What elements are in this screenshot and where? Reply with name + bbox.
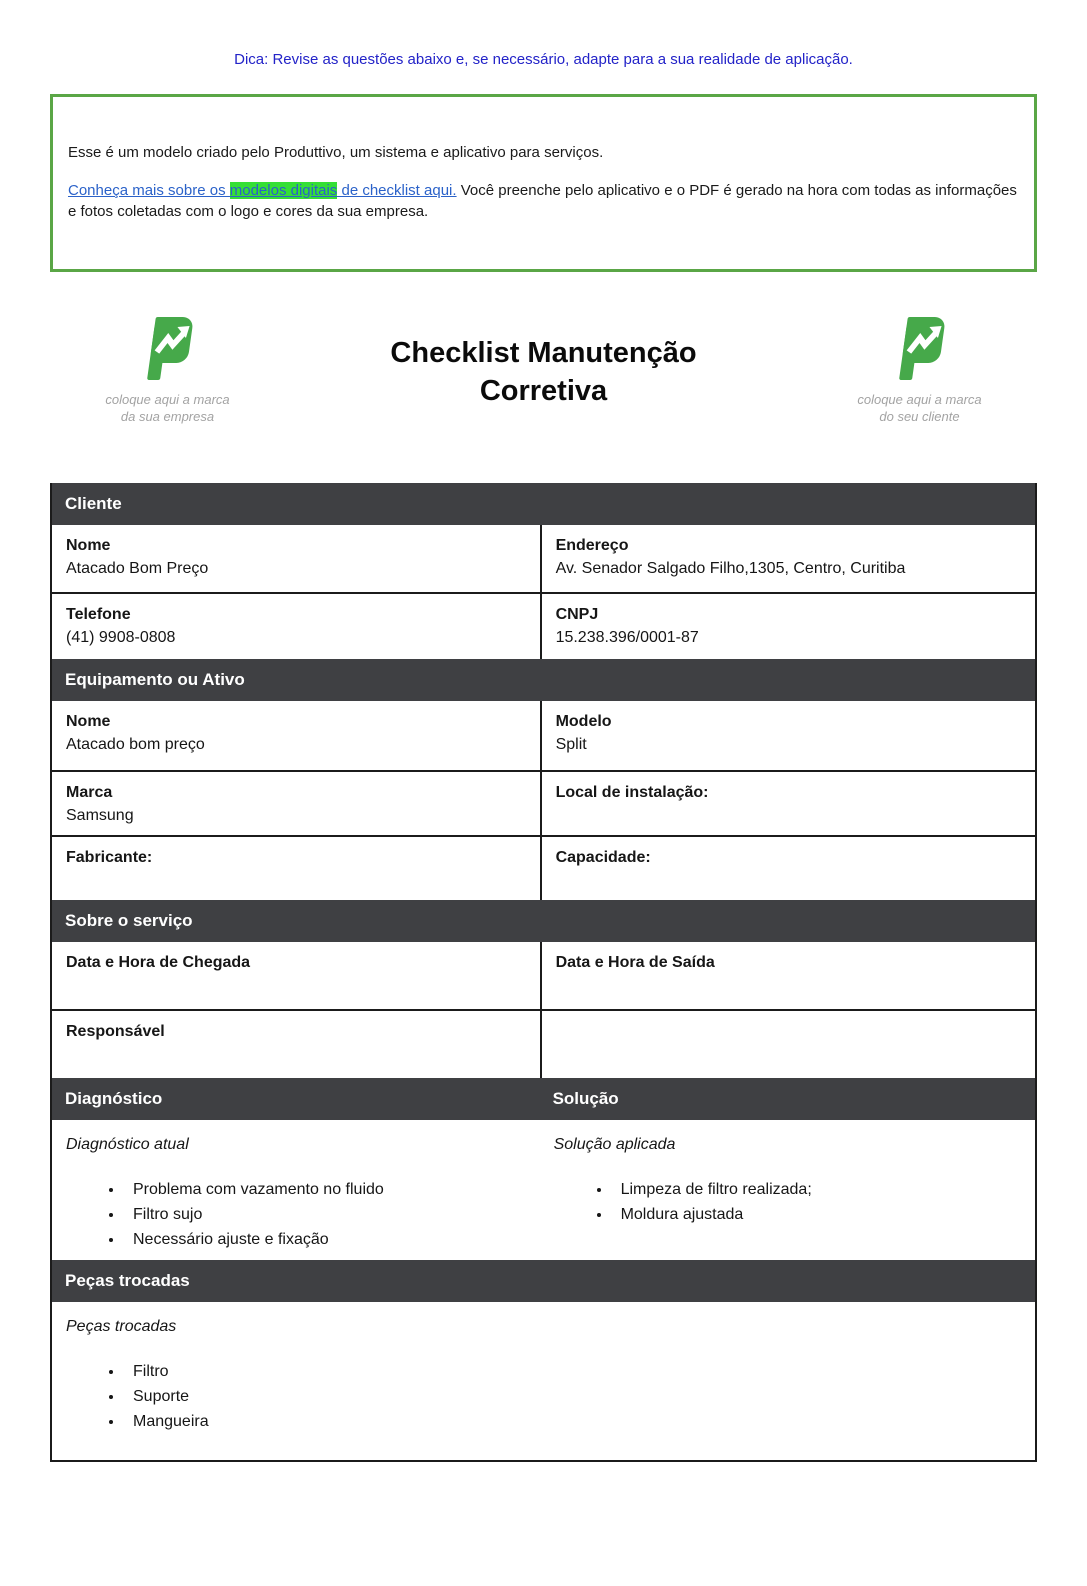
cell-servico-empty: [540, 1011, 1035, 1078]
checklist-table: [50, 483, 1037, 1462]
section-header-diagnostico: Diagnóstico: [65, 1089, 163, 1108]
info-box: [50, 94, 1037, 272]
cell-equip-modelo: [540, 701, 1035, 770]
info-link[interactable]: [68, 182, 457, 199]
row-nome-modelo: [52, 701, 1035, 770]
list-item: • Filtro: [124, 1359, 1021, 1384]
cell-equip-local: [540, 772, 1035, 835]
label-telefone: Telefone: [66, 606, 131, 623]
company-caption-line2: da sua empresa: [120, 409, 215, 424]
solucao-sublabel: Solução aplicada: [553, 1136, 676, 1153]
cell-servico-saida: [540, 942, 1035, 1009]
value-endereco: Av. Senador Salgado Filho,1305, Centro, Curitiba: [555, 560, 906, 577]
cell-equip-fabricante: [52, 837, 540, 900]
client-logo-block: [802, 316, 1037, 425]
brand-header: [50, 316, 1037, 425]
label-saida: Data e Hora de Saída: [555, 954, 715, 971]
row-pecas: [52, 1302, 1035, 1460]
client-caption-line2: do seu cliente: [879, 409, 960, 424]
label-modelo: Modelo: [555, 713, 612, 730]
cell-equip-marca: [52, 772, 540, 835]
label-capacidade: Capacidade:: [555, 849, 651, 866]
title-block: [285, 316, 802, 410]
diagnostico-sublabel: Diagnóstico atual: [66, 1136, 189, 1153]
document-page: [0, 50, 1087, 1462]
info-link-text-end: de checklist aqui.: [337, 182, 457, 199]
list-item: • Limpeza de filtro realizada;: [612, 1177, 1021, 1202]
row-diagnostico-solucao: [52, 1120, 1035, 1260]
label-marca: Marca: [66, 784, 113, 801]
client-caption-line1: coloque aqui a marca: [857, 392, 982, 407]
value-telefone: (41) 9908-0808: [66, 629, 176, 646]
section-header-pecas: Peças trocadas: [52, 1260, 1035, 1302]
tip-text: Dica: Revise as questões abaixo e, se necessário, adapte para a sua realidade de aplicação.: [234, 51, 853, 68]
section-header-servico: Sobre o serviço: [52, 900, 1035, 942]
info-paragraph-1: Esse é um modelo criado pelo Produttivo, um sistema e aplicativo para serviços.: [68, 144, 604, 161]
label-local: Local de instalação:: [555, 784, 709, 801]
label-responsavel: Responsável: [66, 1023, 165, 1040]
list-item: • Suporte: [124, 1384, 1021, 1409]
cell-cliente-endereco: [540, 525, 1035, 592]
list-item: • Necessário ajuste e fixação: [124, 1227, 526, 1252]
client-logo-caption: [857, 391, 981, 425]
cell-equip-nome: [52, 701, 540, 770]
section-header-equipamento: Equipamento ou Ativo: [52, 659, 1035, 701]
company-logo-block: [50, 316, 285, 425]
row-telefone-cnpj: [52, 592, 1035, 659]
company-caption-line1: coloque aqui a marca: [105, 392, 230, 407]
pecas-list: [66, 1359, 1021, 1434]
row-nome-endereco: [52, 525, 1035, 592]
info-paragraph-2: [68, 180, 1019, 222]
cell-cliente-telefone: [52, 594, 540, 659]
diagnostico-list: [66, 1177, 526, 1252]
section-header-solucao: Solução: [552, 1089, 619, 1108]
value-marca: Samsung: [66, 807, 134, 824]
cell-pecas: [52, 1302, 1035, 1460]
info-link-text-start: Conheça mais sobre os: [68, 182, 230, 199]
value-cnpj: 15.238.396/0001-87: [555, 629, 699, 646]
page-title-line1: Checklist Manutenção: [390, 337, 697, 369]
label-fabricante: Fabricante:: [66, 849, 153, 866]
info-link-highlight[interactable]: modelos digitais: [229, 182, 338, 199]
value-nome: Atacado Bom Preço: [66, 560, 209, 577]
list-item: • Problema com vazamento no fluido: [124, 1177, 526, 1202]
company-logo-caption: [105, 391, 229, 425]
value-modelo: Split: [555, 736, 587, 753]
page-title-line2: Corretiva: [479, 375, 608, 407]
produttivo-logo-icon: [893, 316, 947, 382]
page-title: [285, 334, 802, 410]
row-marca-local: [52, 770, 1035, 835]
list-item: • Mangueira: [124, 1409, 1021, 1434]
row-fabricante-capacidade: [52, 835, 1035, 900]
section-header-diagnostico-solucao: [52, 1078, 1035, 1120]
label-nome: Nome: [66, 537, 111, 554]
solucao-list: [554, 1177, 1021, 1227]
label-cnpj: CNPJ: [555, 606, 599, 623]
cell-equip-capacidade: [540, 837, 1035, 900]
cell-servico-chegada: [52, 942, 540, 1009]
label-chegada: Data e Hora de Chegada: [66, 954, 251, 971]
cell-solucao: [540, 1120, 1035, 1260]
row-responsavel: [52, 1009, 1035, 1078]
cell-cliente-cnpj: [540, 594, 1035, 659]
list-item: • Moldura ajustada: [612, 1202, 1021, 1227]
section-header-cliente: Cliente: [52, 483, 1035, 525]
row-chegada-saida: [52, 942, 1035, 1009]
cell-diagnostico: [52, 1120, 540, 1260]
label-endereco: Endereço: [555, 537, 629, 554]
list-item: • Filtro sujo: [124, 1202, 526, 1227]
produttivo-logo-icon: [141, 316, 195, 382]
value-equip-nome: Atacado bom preço: [66, 736, 205, 753]
label-equip-nome: Nome: [66, 713, 111, 730]
info-paragraph-2-rest: Você preenche pelo aplicativo e o PDF é gerado na hora com todas as informações e fotos coletadas com o logo e cores da sua empresa.: [68, 182, 1017, 220]
cell-servico-responsavel: [52, 1011, 540, 1078]
cell-cliente-nome: [52, 525, 540, 592]
pecas-sublabel: Peças trocadas: [66, 1318, 177, 1335]
